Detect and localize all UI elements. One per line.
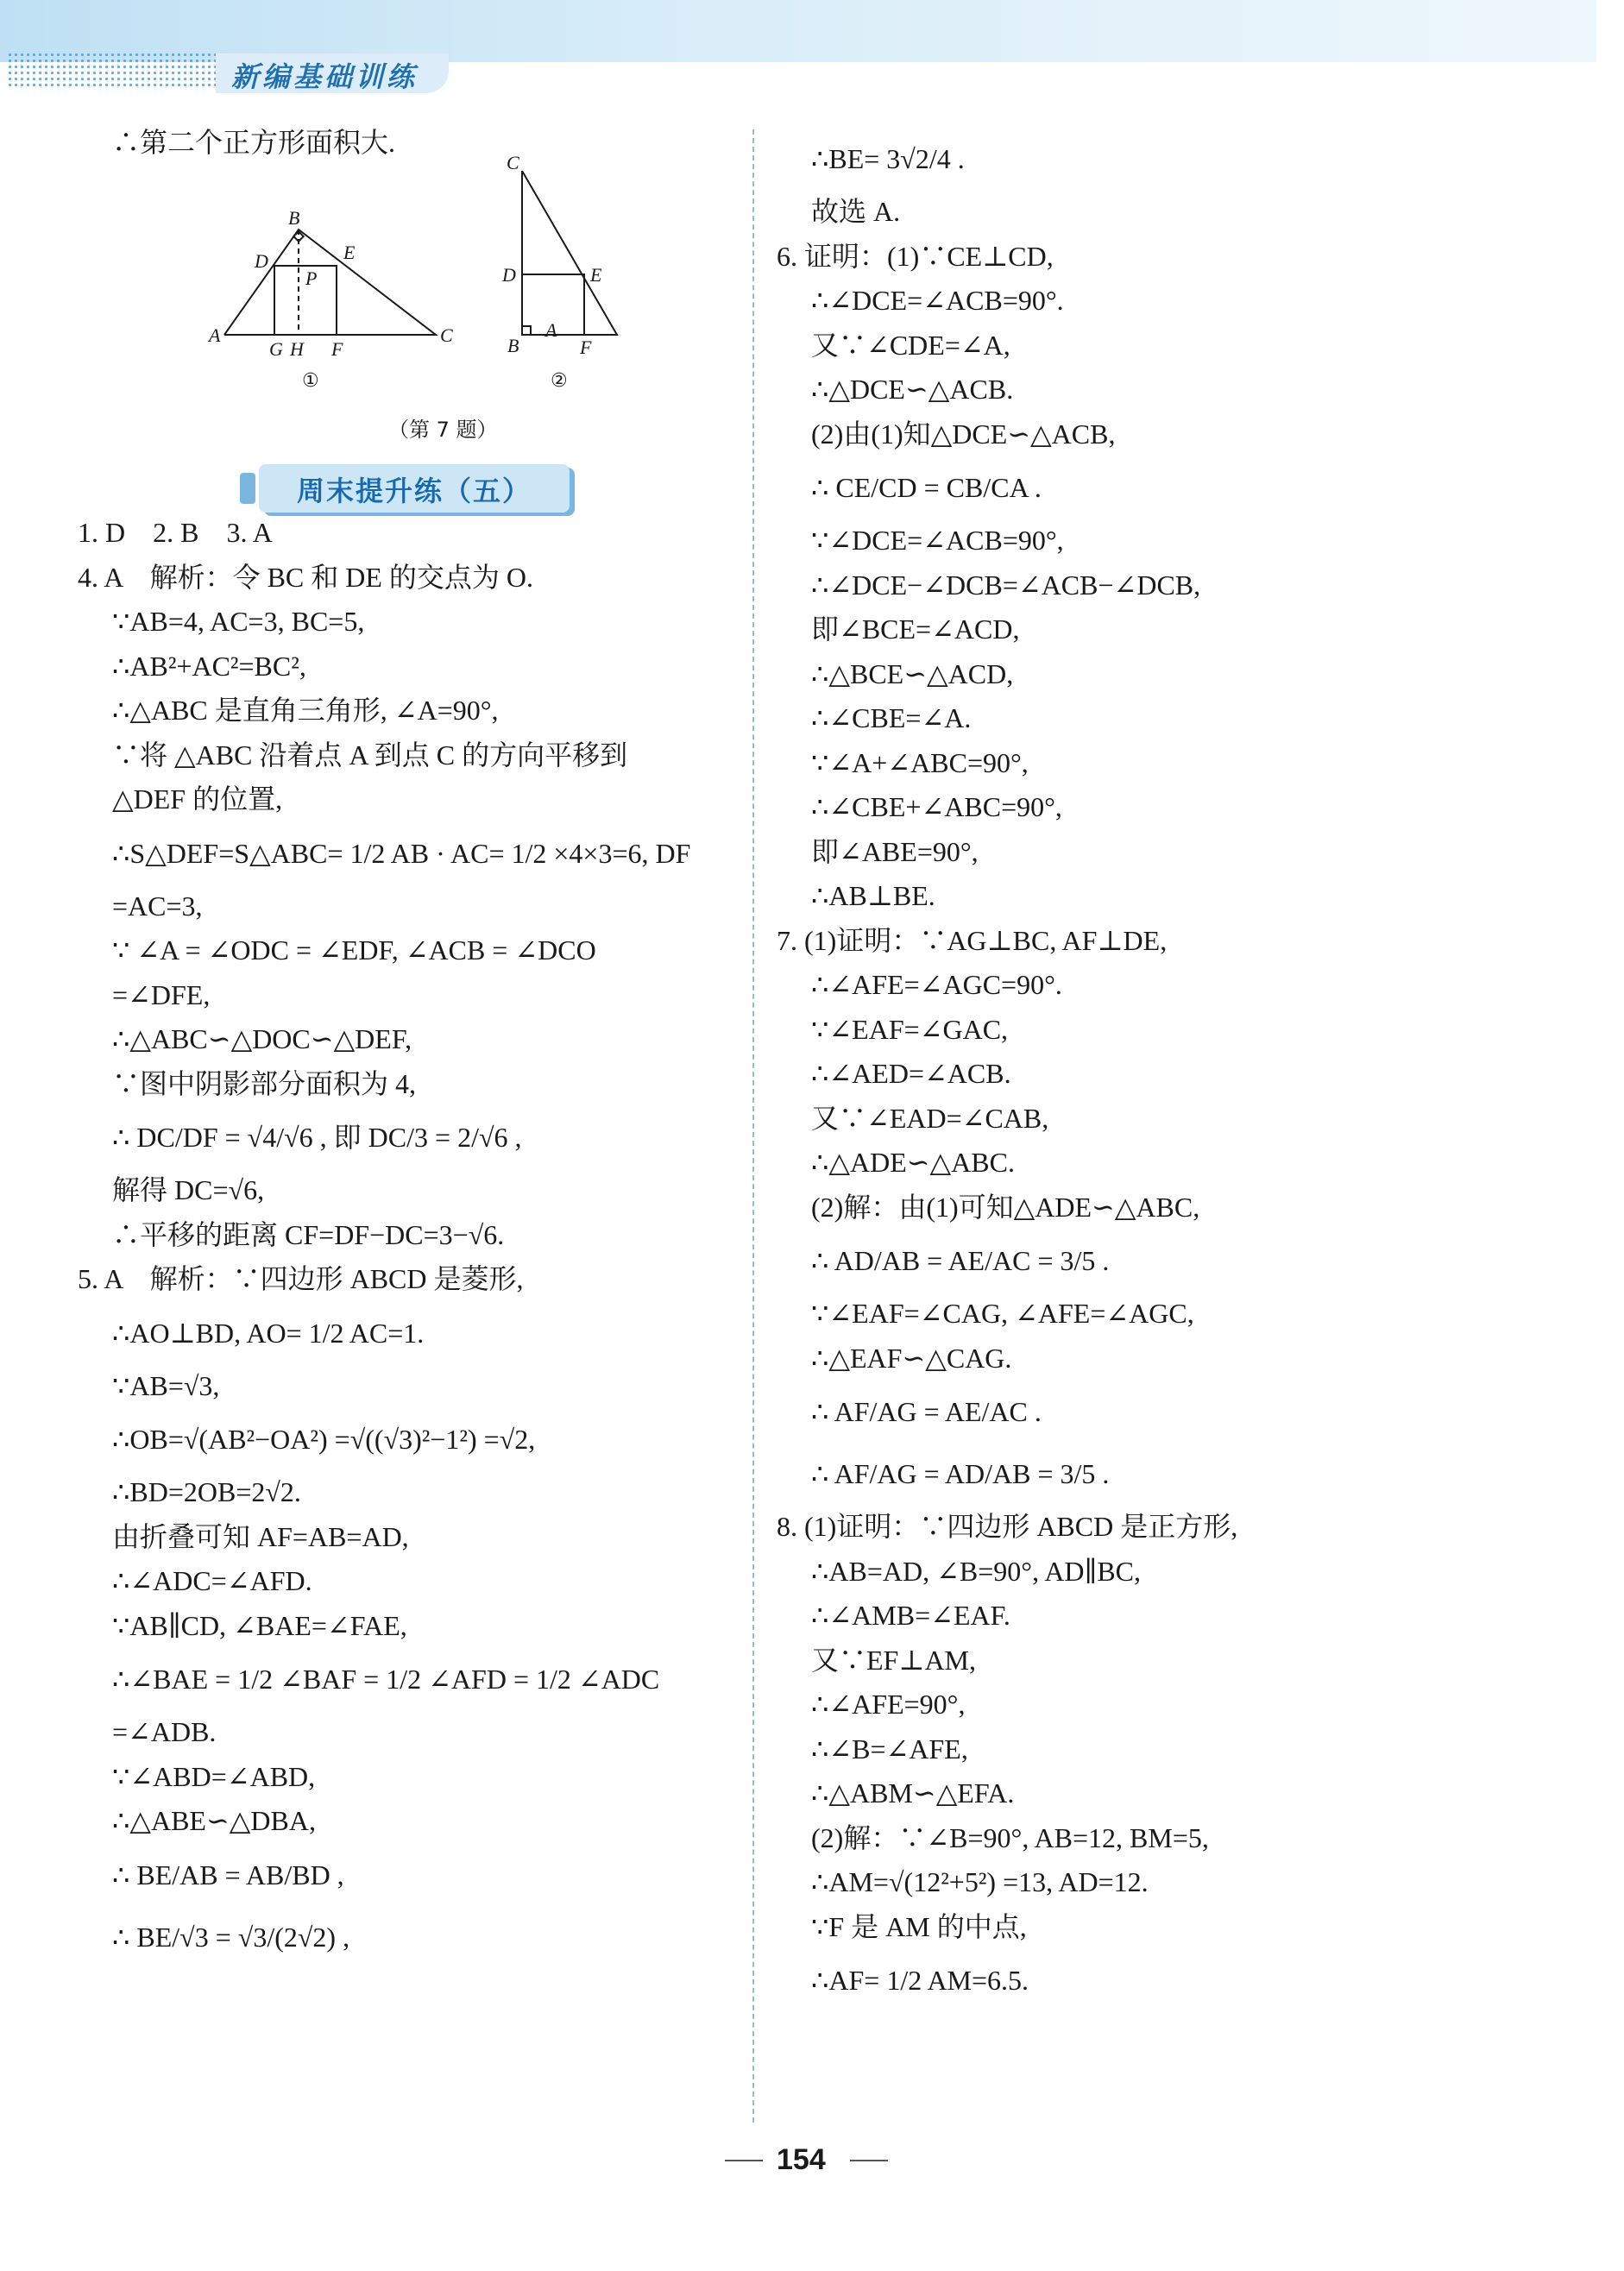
fig1-label-b: B <box>288 207 300 229</box>
fig1-triangle <box>224 230 436 335</box>
text-line: ∴AB⊥BE. <box>811 880 935 911</box>
text-line: 7. (1)证明：∵AG⊥BC, AF⊥DE, <box>777 924 1168 956</box>
fig1-label-f: F <box>331 338 343 360</box>
text-line: 即∠ABE=90°, <box>811 835 979 867</box>
page-number-dash-right <box>850 2160 888 2161</box>
text-line: ∴AM=√(12²+5²) =13, AD=12. <box>811 1866 1149 1897</box>
text-line: ∴∠AMB=∠EAF. <box>811 1600 1010 1631</box>
text-line: ∵∠DCE=∠ACB=90°, <box>811 525 1064 556</box>
text-line: ∴BE= 3√2/4 . <box>811 143 965 174</box>
text-line: ∴∠CBE=∠A. <box>811 702 972 733</box>
text-line: ∴ BE/AB = AB/BD , <box>112 1859 344 1890</box>
text-line: ∵AB=√3, <box>112 1369 220 1401</box>
text-line: ∴∠AFE=90°, <box>811 1689 966 1720</box>
text-line: 又∵∠EAD=∠CAB, <box>811 1102 1049 1134</box>
page-number-dash-left <box>725 2160 763 2161</box>
text-line: =AC=3, <box>112 890 203 922</box>
text-line: ∴OB=√(AB²−OA²) =√((√3)²−1²) =√2, <box>112 1424 536 1455</box>
fig1-number: ① <box>302 370 319 392</box>
text-line: ∴△ADE∽△ABC. <box>811 1147 1015 1178</box>
text-line: ∴ DC/DF = √4/√6 , 即 DC/3 = 2/√6 , <box>112 1122 522 1153</box>
fig2-label-d: D <box>502 264 516 286</box>
text-line: 故选 A. <box>811 196 901 227</box>
text-line: 由折叠可知 AF=AB=AD, <box>112 1520 409 1552</box>
text-line: ∴ AF/AG = AE/AC . <box>811 1396 1042 1427</box>
text-line: =∠ADB. <box>112 1716 217 1747</box>
text-line: ∵AB∥CD, ∠BAE=∠FAE, <box>112 1609 407 1641</box>
text-line: ∴ AF/AG = AD/AB = 3/5 . <box>811 1458 1110 1489</box>
text-line: 8. (1)证明：∵四边形 ABCD 是正方形, <box>777 1511 1238 1542</box>
fig1-label-a: A <box>209 324 221 346</box>
text-line: ∴△DCE∽△ACB. <box>811 374 1014 405</box>
text-line: ∴∠BAE = 1/2 ∠BAF = 1/2 ∠AFD = 1/2 ∠ADC <box>112 1664 660 1695</box>
text-line: ∴△EAF∽△CAG. <box>811 1342 1012 1374</box>
text-line: ∵ ∠A = ∠ODC = ∠EDF, ∠ACB = ∠DCO <box>112 934 596 966</box>
right-column <box>777 128 1579 2011</box>
text-line: ∴第二个正方形面积大. <box>112 127 396 158</box>
banner-side-accent <box>240 473 255 504</box>
text-line: ∵AB=4, AC=3, BC=5, <box>112 606 365 637</box>
fig1-label-e: E <box>343 242 356 263</box>
section-banner <box>259 464 570 513</box>
text-line: ∴平移的距离 CF=DF−DC=3−√6. <box>112 1218 505 1250</box>
fig2-label-b: B <box>507 335 519 356</box>
text-line: ∴AF= 1/2 AM=6.5. <box>811 1965 1029 1996</box>
header-dot-pattern <box>7 52 227 90</box>
geometry-figure <box>207 152 602 406</box>
text-line: ∴∠AFE=∠AGC=90°. <box>811 969 1062 1000</box>
figure-caption: （第 7 题） <box>388 418 498 442</box>
text-line: 又∵EF⊥AM, <box>811 1644 977 1676</box>
fig2-right-angle <box>522 326 531 335</box>
fig2-label-e: E <box>590 264 602 286</box>
fig1-label-g: G <box>269 338 283 360</box>
fig2-label-a: A <box>545 319 557 341</box>
text-line: ∴∠CBE+∠ABC=90°, <box>811 791 1062 822</box>
fig1-label-h: H <box>290 338 304 360</box>
text-line: ∴△ABM∽△EFA. <box>811 1777 1015 1809</box>
figure-svg <box>207 152 602 406</box>
text-line: ∵∠EAF=∠GAC, <box>811 1013 1009 1045</box>
text-line: ∴AB=AD, ∠B=90°, AD∥BC, <box>811 1555 1141 1587</box>
text-line: ∴ BE/√3 = √3/(2√2) , <box>112 1921 350 1953</box>
text-line: 又∵∠CDE=∠A, <box>811 329 1010 361</box>
text-line: 1. D 2. B 3. A <box>78 517 273 548</box>
text-line: ∴∠B=∠AFE, <box>811 1733 968 1765</box>
text-line: ∵图中阴影部分面积为 4, <box>112 1067 417 1099</box>
fig1-label-d: D <box>255 250 268 272</box>
text-line: ∴AO⊥BD, AO= 1/2 AC=1. <box>112 1317 425 1349</box>
text-line: (2)解：由(1)可知△ADE∽△ABC, <box>811 1191 1200 1223</box>
text-line: ∴△ABC 是直角三角形, ∠A=90°, <box>112 695 499 726</box>
text-line: ∵∠A+∠ABC=90°, <box>811 746 1029 778</box>
text-line: ∵∠EAF=∠CAG, ∠AFE=∠AGC, <box>811 1298 1194 1329</box>
text-line: ∴∠AED=∠ACB. <box>811 1058 1011 1089</box>
text-line: ∴ AD/AB = AE/AC = 3/5 . <box>811 1245 1110 1276</box>
text-line: ∴AB²+AC²=BC², <box>112 650 306 682</box>
text-line: =∠DFE, <box>112 978 211 1010</box>
text-line: ∴BD=2OB=2√2. <box>112 1476 301 1507</box>
fig2-number: ② <box>551 370 568 392</box>
text-line: ∴∠DCE−∠DCB=∠ACB−∠DCB, <box>811 569 1201 601</box>
text-line: △DEF 的位置, <box>112 783 283 815</box>
text-line: ∴∠ADC=∠AFD. <box>112 1565 312 1596</box>
left-column-answers <box>78 511 733 1968</box>
column-divider <box>752 129 754 2123</box>
text-line: ∴∠DCE=∠ACB=90°. <box>811 285 1064 316</box>
text-line: (2)由(1)知△DCE∽△ACB, <box>811 418 1116 450</box>
header-title: 新编基础训练 <box>231 60 419 93</box>
fig1-label-p: P <box>305 267 318 289</box>
text-line: ∴△ABC∽△DOC∽△DEF, <box>112 1023 412 1054</box>
text-line: ∵∠ABD=∠ABD, <box>112 1760 316 1792</box>
text-line: (2)解：∵∠B=90°, AB=12, BM=5, <box>811 1821 1209 1853</box>
fig2-triangle <box>522 171 617 335</box>
text-line: ∴ CE/CD = CB/CA . <box>811 472 1042 503</box>
text-line: ∴△BCE∽△ACD, <box>811 657 1014 689</box>
text-line: 即∠BCE=∠ACD, <box>811 613 1020 645</box>
text-line: 解得 DC=√6, <box>112 1174 265 1205</box>
text-line: ∴△ABE∽△DBA, <box>112 1805 316 1836</box>
text-line: 4. A 解析：令 BC 和 DE 的交点为 O. <box>78 561 534 593</box>
text-line: 6. 证明：(1)∵CE⊥CD, <box>777 240 1054 272</box>
fig1-label-c: C <box>440 324 453 346</box>
page-number: 154 <box>777 2143 826 2176</box>
text-line: ∴S△DEF=S△ABC= 1/2 AB · AC= 1/2 ×4×3=6, DF <box>112 837 691 869</box>
text-line: ∵将 △ABC 沿着点 A 到点 C 的方向平移到 <box>112 739 628 771</box>
text-line: ∵F 是 AM 的中点, <box>811 1910 1027 1942</box>
fig2-label-f: F <box>580 337 592 358</box>
section-title: 周末提升练（五） <box>296 475 532 507</box>
fig2-label-c: C <box>507 152 519 173</box>
text-line: 5. A 解析：∵四边形 ABCD 是菱形, <box>78 1263 524 1294</box>
